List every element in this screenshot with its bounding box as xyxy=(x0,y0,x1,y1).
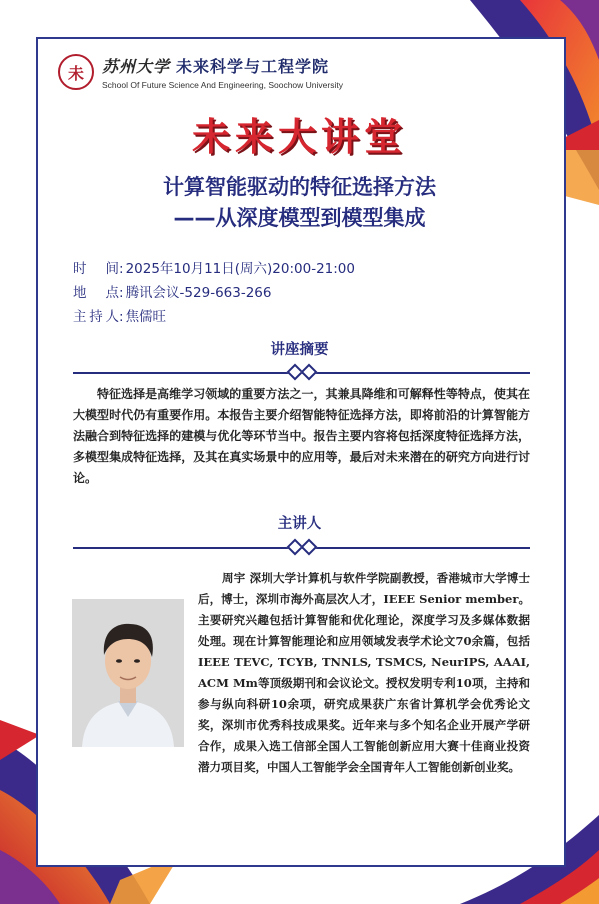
university-seal-icon: 未 xyxy=(58,54,94,90)
university-logo xyxy=(58,52,343,92)
info-location-label: 地 点 xyxy=(73,285,119,301)
speaker-photo xyxy=(72,599,184,747)
info-location-value: 腾讯会议-529-663-266 xyxy=(125,285,272,301)
talk-title xyxy=(0,172,599,234)
info-time-label: 时 间 xyxy=(73,261,119,277)
talk-title-line1: 计算智能驱动的特征选择方法 xyxy=(163,175,436,199)
speaker-heading: 主讲人 xyxy=(277,516,322,532)
info-host-value: 焦儒旺 xyxy=(125,309,167,325)
talk-title-line2: ——从深度模型到模型集成 xyxy=(173,206,426,230)
speaker-bio: 周宇 深圳大学计算机与软件学院副教授，香港城市大学博士后，博士，深圳市海外高层次人才，IEEE Senior member。主要研究兴趣包括计算智能和优化理论，深度学习及多媒体数据处理。现在计算智能理论和应用领域发表学术论文70余篇，包括IEEE TEVC, TCYB, TNNLS, TSMCS, NeurIPS, AAAI, ACM Mm等顶级期刊和会议论文。授权发明专利10项，主持和参与纵向科研10余项，研究成果获广东省计算机学会优秀论文奖，深圳市优秀科技成果奖。近年来与多个知名企业开展产学研合作，成果入选工信部全国人工智能创新应用大赛十佳商业投资潜力项目奖，中国人工智能学会全国青年人工智能创新创业奖。 xyxy=(198,571,530,774)
info-host: 主持人 : 焦儒旺 xyxy=(73,305,355,329)
speaker-divider xyxy=(73,541,530,555)
abstract-heading: 讲座摘要 xyxy=(270,342,329,358)
abstract-text: 特征选择是高维学习领域的重要方法之一，其兼具降维和可解释性等特点，使其在大模型时代仍有重要作用。本报告主要介绍智能特征选择方法，即将前沿的计算智能方法融合到特征选择的建模与优化等环节当中。报告主要内容将包括深度特征选择方法，多模型集成特征选择，及其在真实场景中的应用等，最后对未来潜在的研究方向进行讨论。 xyxy=(73,387,530,485)
abstract-divider xyxy=(73,366,530,380)
school-name: 未来科学与工程学院 xyxy=(176,57,330,76)
event-info xyxy=(73,257,355,329)
university-name: 苏州大学 xyxy=(102,57,171,76)
info-time: 时 间 : 2025年10月11日(周六)20:00-21:00 xyxy=(73,257,355,281)
info-location: 地 点 : 腾讯会议-529-663-266 xyxy=(73,281,355,305)
series-title: 未来大讲堂 xyxy=(191,115,407,159)
info-host-label: 主持人 xyxy=(73,309,119,325)
logo-text xyxy=(102,54,343,90)
school-name-english: School Of Future Science And Engineering, Soochow University xyxy=(102,80,343,90)
logo-chinese xyxy=(102,54,343,77)
info-time-value: 2025年10月11日(周六)20:00-21:00 xyxy=(125,261,355,277)
